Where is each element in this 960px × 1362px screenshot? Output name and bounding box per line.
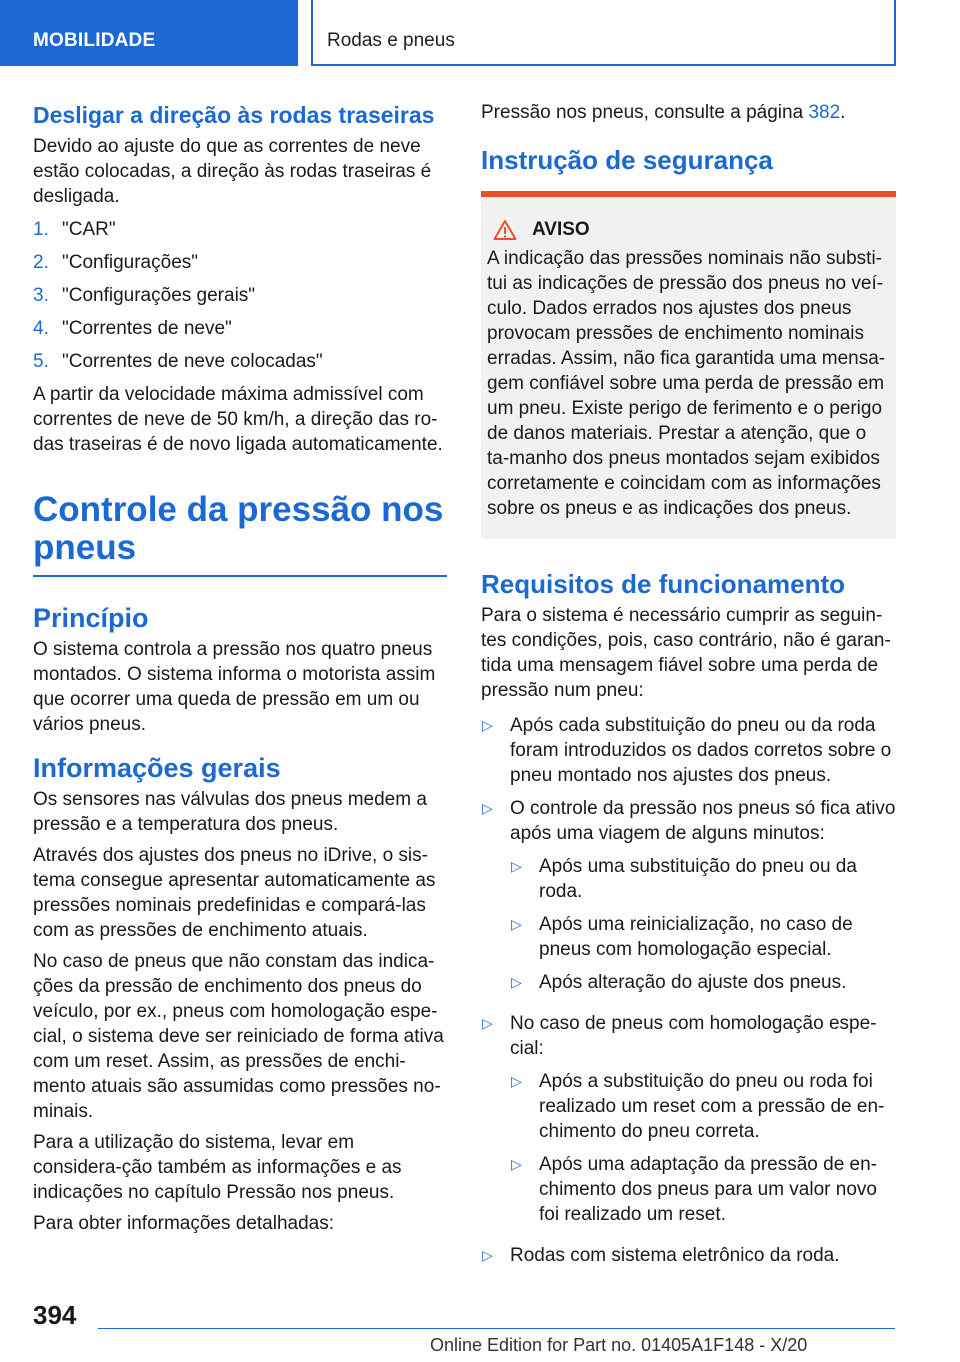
sub-list-item-text: Após a substituição do pneu ou roda foi realizado um reset com a pressão de en‐chimento do pneu correta. <box>539 1071 885 1142</box>
warning-box <box>481 191 896 539</box>
step-text: "Configurações" <box>62 252 199 273</box>
step-item <box>33 349 447 374</box>
main-chapter-title: Controle da pressão nos pneus <box>33 491 447 577</box>
page-header <box>0 0 960 66</box>
list-item-text: Rodas com sistema eletrônico da roda. <box>510 1245 840 1266</box>
principle-heading: Princípio <box>33 603 149 633</box>
general-paragraph: Através dos ajustes dos pneus no iDrive, o sis‐tema consegue apresentar automaticamente as pressões nominais predefinidas e compará-las com as pressões de enchimento atuais. <box>33 845 436 941</box>
chapter-title: Rodas e pneus <box>311 0 896 66</box>
step-number: 4. <box>33 318 49 339</box>
general-paragraph: Para obter informações detalhadas: <box>33 1213 335 1234</box>
triangle-right-icon: ▷ <box>482 1247 493 1263</box>
general-paragraph: No caso de pneus que não constam das indica‐ções da pressão de enchimento dos pneus do veículo, por ex., pneus com homologação espe‐cial, o sistema deve ser reiniciado de forma ativa com um reset. Assim, as pressões de enchi‐mento atuais são assumidas como pressões no‐minais. <box>33 951 444 1122</box>
triangle-right-icon: ▷ <box>482 1015 493 1031</box>
step-item <box>33 316 447 341</box>
triangle-right-icon: ▷ <box>482 717 493 733</box>
triangle-right-icon: ▷ <box>511 1073 522 1089</box>
page-number: 394 <box>33 1300 77 1330</box>
list-item <box>481 1243 896 1268</box>
step-item <box>33 250 447 275</box>
section-tab: MOBILIDADE <box>0 0 298 66</box>
list-item-text: O controle da pressão nos pneus só fica ativo após uma viagem de alguns minutos: <box>510 798 896 844</box>
requirements-list <box>481 713 896 1268</box>
sub-list-item <box>510 854 896 904</box>
rear-steering-after: A partir da velocidade máxima admissível com correntes de neve de 50 km/h, a direção das ro‐das traseiras é de novo ligada automaticamente. <box>33 384 443 455</box>
general-paragraph: Para a utilização do sistema, levar em considera‐ção também as informações e as indicações no capítulo Pressão nos pneus. <box>33 1132 402 1203</box>
pressure-reference-suffix: . <box>840 102 846 123</box>
pressure-reference <box>481 100 896 125</box>
step-number: 2. <box>33 252 49 273</box>
list-item <box>481 796 896 1003</box>
triangle-right-icon: ▷ <box>511 858 522 874</box>
warning-label: AVISO <box>532 219 590 240</box>
rear-steering-intro: Devido ao ajuste do que as correntes de neve estão colocadas, a direção às rodas traseiras é desligada. <box>33 136 432 207</box>
sub-list-item-text: Após uma reinicialização, no caso de pneus com homologação especial. <box>539 914 853 960</box>
step-item <box>33 283 447 308</box>
sub-list-item-text: Após uma adaptação da pressão de en‐chimento dos pneus para um valor novo foi realizado um reset. <box>539 1154 878 1225</box>
step-text: "CAR" <box>62 219 116 240</box>
step-number: 1. <box>33 219 49 240</box>
footer-divider <box>98 1328 895 1329</box>
step-text: "Configurações gerais" <box>62 285 256 306</box>
warning-title <box>487 217 890 242</box>
pressure-reference-text: Pressão nos pneus, consulte a página <box>481 102 809 123</box>
general-info-heading: Informações gerais <box>33 753 281 783</box>
step-text: "Correntes de neve" <box>62 318 232 339</box>
sub-list <box>510 854 896 995</box>
triangle-right-icon: ▷ <box>482 800 493 816</box>
list-item <box>481 1011 896 1235</box>
triangle-right-icon: ▷ <box>511 1156 522 1172</box>
principle-text: O sistema controla a pressão nos quatro pneus montados. O sistema informa o motorista assim que ocorrer uma queda de pressão em um ou vários pneus. <box>33 639 436 735</box>
menu-steps-list <box>33 217 447 374</box>
list-item-text: Após cada substituição do pneu ou da roda foram introduzidos os dados corretos sobre o pneu montado nos ajustes dos pneus. <box>510 715 892 786</box>
sub-list <box>510 1069 896 1227</box>
sub-list-item <box>510 970 896 995</box>
sub-list-item-text: Após alteração do ajuste dos pneus. <box>539 972 847 993</box>
requirements-heading: Requisitos de funcionamento <box>481 569 846 599</box>
safety-heading: Instrução de segurança <box>481 145 773 175</box>
sub-list-item <box>510 912 896 962</box>
right-column <box>481 100 896 1276</box>
list-item <box>481 713 896 788</box>
rear-steering-heading: Desligar a direção às rodas traseiras <box>33 102 435 128</box>
list-item-text: No caso de pneus com homologação espe‐cial: <box>510 1013 877 1059</box>
sub-list-item <box>510 1152 896 1227</box>
step-text: "Correntes de neve colocadas" <box>62 351 323 372</box>
list-item-body <box>510 1011 896 1235</box>
sub-list-item-text: Após uma substituição do pneu ou da roda. <box>539 856 857 902</box>
warning-text: A indicação das pressões nominais não substi‐tui as indicações de pressão dos pneus no veí‐culo. Dados errados nos ajustes dos pneus provocam pressões de enchimento nominais erradas. Assim, não fica garantida uma mensa‐gem confiável sobre uma perda de pressão em um pneu. Existe perigo de ferimento e o perigo de danos materiais. Prestar a atenção, que o ta‐manho dos pneus montados sejam exibidos corretamente e coincidam com as informações sobre os pneus e as indicações dos pneus. <box>487 248 886 519</box>
footer-edition: Online Edition for Part no. 01405A1F148 - X/20 <box>430 1335 808 1355</box>
requirements-intro: Para o sistema é necessário cumprir as seguin‐tes condições, pois, caso contrário, não é garan‐tida uma mensagem fiável sobre uma perda de pressão num pneu: <box>481 605 891 701</box>
sub-list-item <box>510 1069 896 1144</box>
triangle-right-icon: ▷ <box>511 916 522 932</box>
step-number: 3. <box>33 285 49 306</box>
general-paragraph: Os sensores nas válvulas dos pneus medem a pressão e a temperatura dos pneus. <box>33 789 427 835</box>
step-number: 5. <box>33 351 49 372</box>
list-item-body <box>510 796 896 1003</box>
warning-triangle-icon <box>493 219 517 241</box>
left-column <box>33 100 447 1242</box>
step-item <box>33 217 447 242</box>
triangle-right-icon: ▷ <box>511 974 522 990</box>
page-reference-link[interactable]: 382 <box>808 102 841 123</box>
